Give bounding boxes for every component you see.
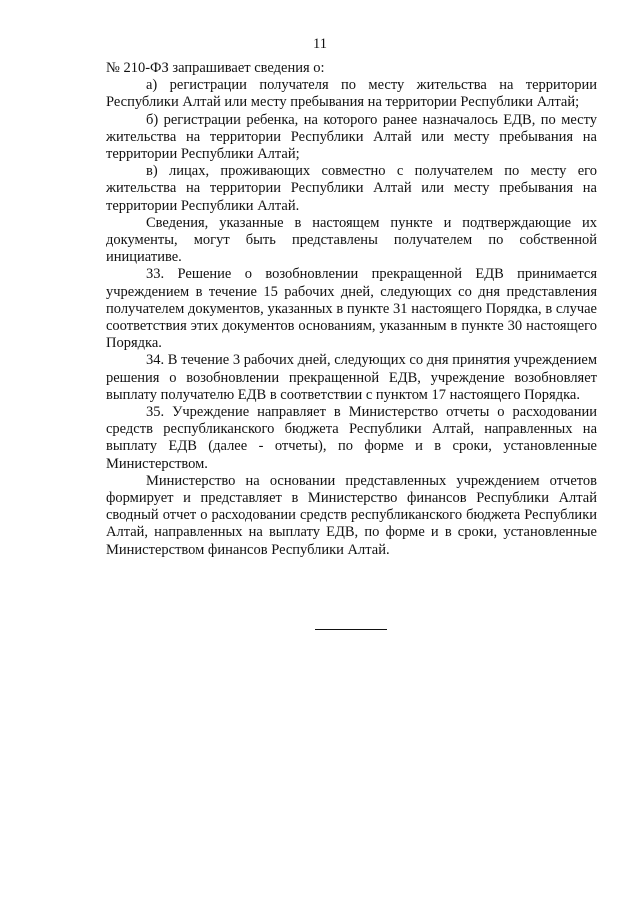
paragraph-item-v: в) лицах, проживающих совместно с получателем по месту его жительства на территории Республики Алтай или месту пребывания на территории Республики Алтай. [106, 163, 597, 214]
paragraph-item-b: б) регистрации ребенка, на которого ранее назначалось ЕДВ, по месту жительства на территории Республики Алтай или месту пребывания на территории Республики Алтай; [106, 111, 597, 163]
page-number: 11 [313, 36, 327, 52]
end-of-document-rule [315, 629, 387, 630]
document-body [106, 60, 597, 559]
paragraph-own-initiative: Сведения, указанные в настоящем пункте и подтверждающие их документы, могут быть представлены получателем по собственной инициативе. [106, 214, 597, 266]
paragraph-continuation: № 210-ФЗ запрашивает сведения о: [106, 60, 325, 76]
paragraph-ministry-report: Министерство на основании представленных учреждением отчетов формирует и представляет в Министерство финансов Республики Алтай сводный отчет о расходовании средств республиканского бюджета Республики Алтай, направленных на выплату ЕДВ, по форме и в сроки, установленные Министерством финансов Республики Алтай. [106, 472, 597, 558]
paragraph-34: 34. В течение 3 рабочих дней, следующих со дня принятия учреждением решения о возобновлении прекращенной ЕДВ, учреждение возобновляет выплату получателю ЕДВ в соответствии с пунктом 17 настоящего Порядка. [106, 352, 597, 403]
paragraph-33: 33. Решение о возобновлении прекращенной ЕДВ принимается учреждением в течение 15 рабочих дней, следующих со дня представления получателем документов, указанных в пункте 31 настоящего Порядка, в случае соответствия этих документов основаниям, указанным в пункте 30 настоящего Порядка. [106, 266, 597, 352]
paragraph-35: 35. Учреждение направляет в Министерство отчеты о расходовании средств республиканского бюджета Республики Алтай, направленных на выплату ЕДВ (далее - отчеты), по форме и в сроки, установленные Министерством. [106, 404, 597, 472]
paragraph-item-a: а) регистрации получателя по месту жительства на территории Республики Алтай или месту пребывания на территории Республики Алтай; [106, 77, 597, 111]
